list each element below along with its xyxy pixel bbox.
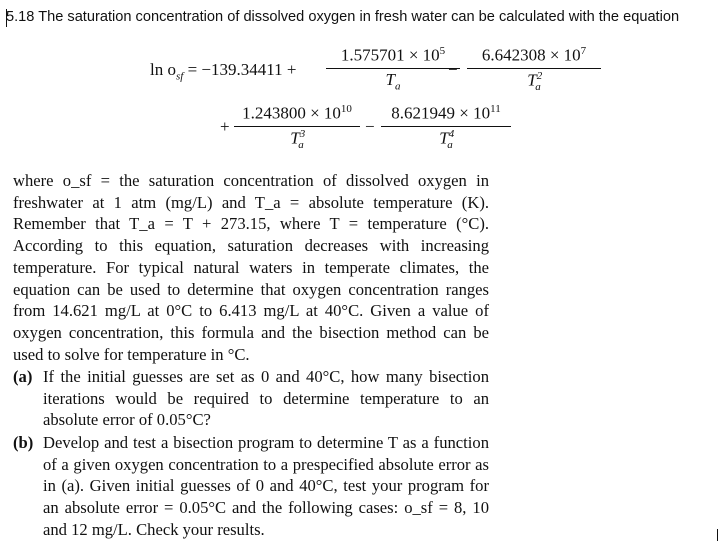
- f3-exp: 10: [340, 103, 352, 115]
- part-a: [13, 366, 489, 431]
- fraction-3: [234, 103, 360, 151]
- problem-heading: 5.18 The saturation concentration of dissolved oxygen in fresh water can be calculated with the equation: [6, 9, 680, 25]
- f2-den-sup: 2: [536, 69, 543, 82]
- fraction-2: [467, 45, 601, 93]
- f3-den-sup: 3: [299, 127, 306, 140]
- f3-den-sub: a: [298, 138, 304, 151]
- part-b-text: Develop and test a bisection program to determine T as a function of a given oxygen concentration to a prespecified absolute error as in (a). Given initial guesses of 0 and 40°C, test your program for an absolute error = 0.05°C and the following cases: o_sf = 8, 10 and 12 mg/L. Check your results.: [43, 433, 489, 539]
- lhs-constant: = −139.34411 +: [187, 60, 297, 79]
- fraction-1-denominator: [326, 69, 460, 92]
- f2-den-sub: a: [535, 80, 541, 93]
- f3-den-text: T: [290, 128, 300, 148]
- minus-2: −: [365, 117, 375, 136]
- lhs-sub: sf: [175, 70, 184, 83]
- part-b: [13, 432, 489, 541]
- f2-exp: 7: [580, 45, 587, 57]
- plus-sign: +: [220, 117, 230, 136]
- f1-num-text: 1.575701 × 10: [340, 45, 440, 65]
- description-paragraph: where o_sf = the saturation concentration of dissolved oxygen in freshwater at 1 atm (mg/L) and T_a = absolute temperature (K). Remember that T_a = T + 273.15, where T = temperature (°C). According to this equation, saturation decreases with increasing temperature. For typical natural waters in temperate climates, the equation can be used to determine that oxygen concentration ranges from 14.621 mg/L at 0°C to 6.413 mg/L at 40°C. Given a value of oxygen concentration, this formula and the bisection method can be used to solve for temperature in °C.: [13, 171, 489, 364]
- f4-num-text: 8.621949 × 10: [391, 103, 491, 123]
- problem-description: [13, 170, 489, 365]
- f4-den-sub: a: [447, 138, 453, 151]
- f1-den-text: T: [385, 69, 395, 89]
- text-cursor: [717, 529, 718, 541]
- fraction-4-numerator: [381, 103, 511, 127]
- f4-den-text: T: [439, 128, 449, 148]
- minus-1: −: [448, 60, 458, 79]
- lhs-text: ln o: [150, 60, 176, 79]
- fraction-2-denominator: [467, 69, 601, 93]
- fraction-2-numerator: [467, 45, 601, 69]
- f1-exp: 5: [439, 45, 446, 57]
- f4-den-sup: 4: [448, 127, 455, 140]
- equation-lhs: [150, 60, 296, 82]
- f2-den-text: T: [527, 70, 537, 90]
- fraction-1: [326, 45, 460, 92]
- fraction-3-denominator: [234, 127, 360, 151]
- f4-exp: 11: [490, 103, 501, 115]
- part-b-label: (b): [13, 433, 34, 452]
- fraction-4: [381, 103, 511, 151]
- f3-num-text: 1.243800 × 10: [242, 103, 341, 123]
- fraction-1-numerator: [326, 45, 460, 69]
- part-a-label: (a): [13, 367, 33, 386]
- f2-num-text: 6.642308 × 10: [481, 45, 581, 65]
- part-a-text: If the initial guesses are set as 0 and 40°C, how many bisection iterations would be required to determine temperature to an absolute error of 0.05°C?: [43, 367, 489, 430]
- fraction-3-numerator: [234, 103, 360, 127]
- f1-den-sub: a: [394, 80, 401, 93]
- fraction-4-denominator: [381, 127, 511, 151]
